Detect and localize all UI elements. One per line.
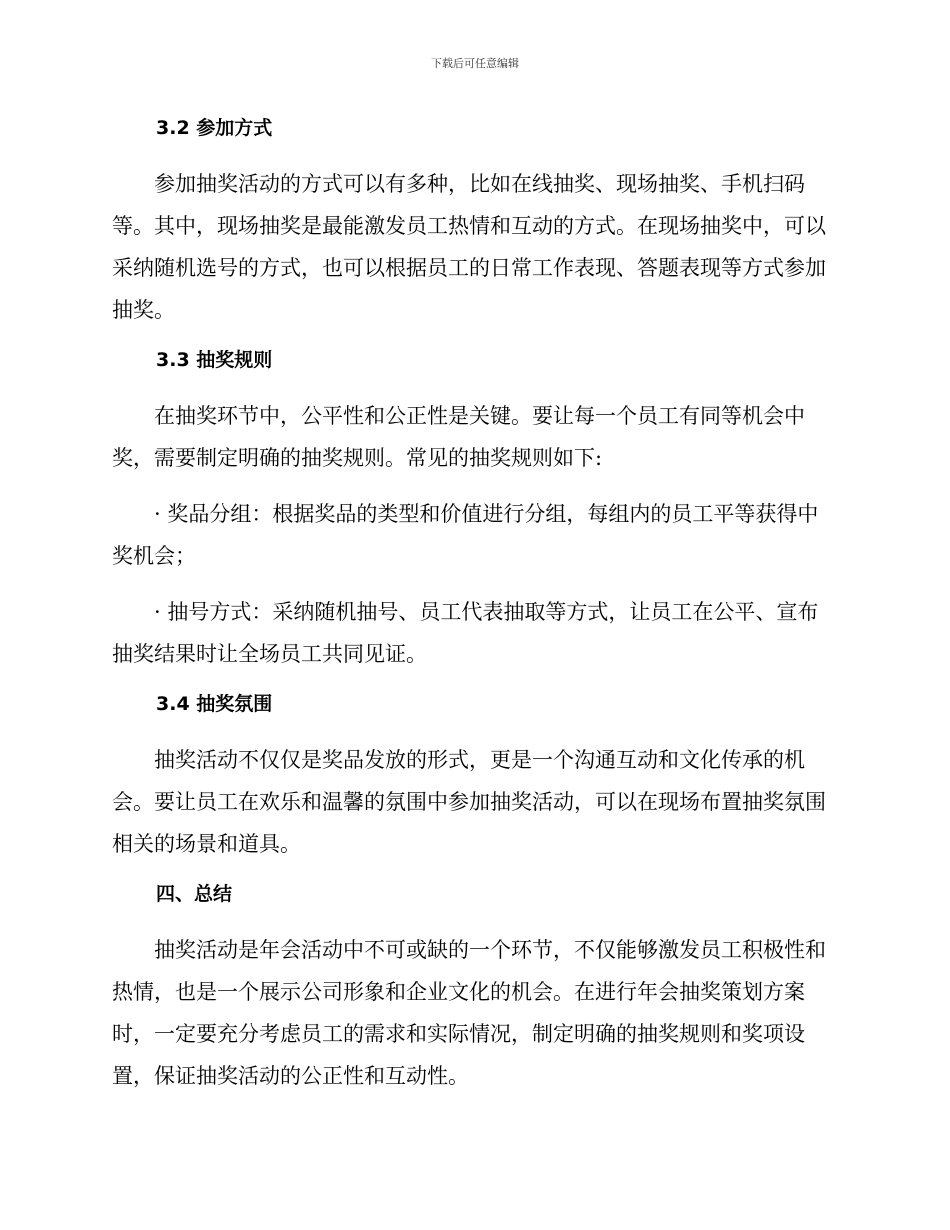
document-body bbox=[112, 113, 832, 1097]
section-heading-3-3: 3.3 抽奖规则 bbox=[156, 349, 273, 371]
section-heading-3-4: 3.4 抽奖氛围 bbox=[156, 693, 273, 715]
bullet-item: · 奖品分组：根据奖品的类型和价值进行分组，每组内的员工平等获得中奖机会； bbox=[112, 502, 819, 568]
paragraph: 参加抽奖活动的方式可以有多种，比如在线抽奖、现场抽奖、手机扫码等。其中，现场抽奖是最能激发员工热情和互动的方式。在现场抽奖中，可以采纳随机选号的方式，也可以根据员工的日常工作表现、答题表现等方式参加抽奖。 bbox=[112, 172, 826, 322]
paragraph: 抽奖活动不仅仅是奖品发放的形式，更是一个沟通互动和文化传承的机会。要让员工在欢乐和温馨的氛围中参加抽奖活动，可以在现场布置抽奖氛围相关的场景和道具。 bbox=[112, 748, 826, 856]
page-header: 下载后可任意编辑 bbox=[431, 57, 519, 70]
section-heading-3-2: 3.2 参加方式 bbox=[156, 117, 273, 139]
paragraph: 抽奖活动是年会活动中不可或缺的一个环节，不仅能够激发员工积极性和热情，也是一个展示公司形象和企业文化的机会。在进行年会抽奖策划方案时，一定要充分考虑员工的需求和实际情况，制定明确的抽奖规则和奖项设置，保证抽奖活动的公正性和互动性。 bbox=[112, 938, 826, 1088]
bullet-item: · 抽号方式：采纳随机抽号、员工代表抽取等方式，让员工在公平、宣布抽奖结果时让全场员工共同见证。 bbox=[112, 600, 819, 666]
paragraph: 在抽奖环节中，公平性和公正性是关键。要让每一个员工有同等机会中奖，需要制定明确的抽奖规则。常见的抽奖规则如下: bbox=[112, 404, 805, 470]
section-heading-summary: 四、总结 bbox=[156, 883, 233, 905]
